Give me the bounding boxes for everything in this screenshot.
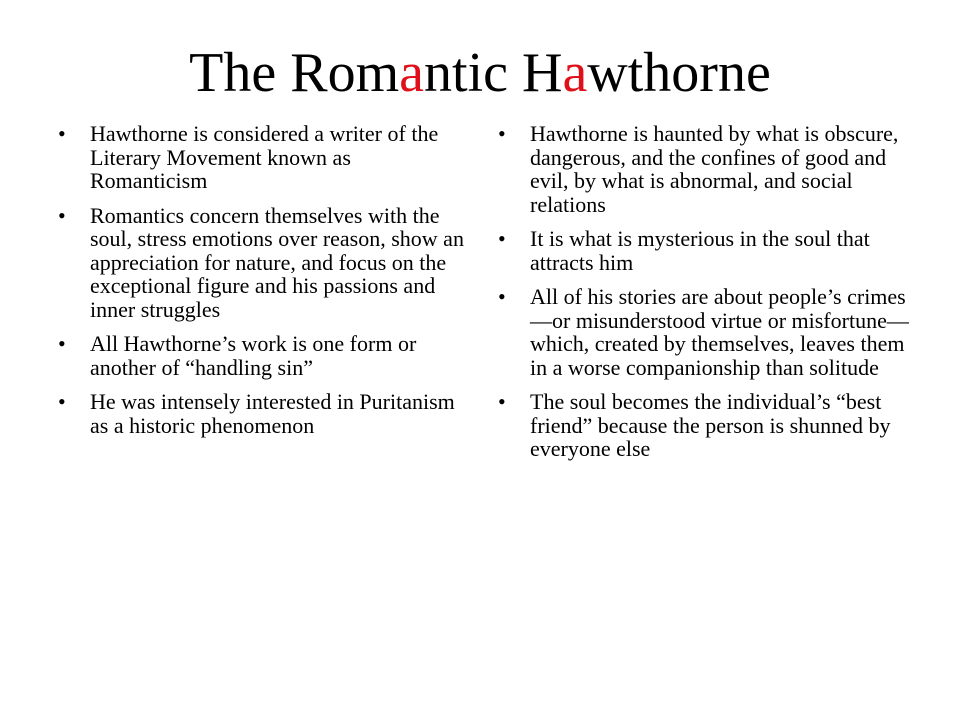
bullet-text: All of his stories are about people’s crimes—or misunderstood virtue or misfortune—which, created by themselves, leaves them in a worse companionship than solitude (530, 284, 909, 380)
bullet-item (58, 332, 468, 379)
title-accent-letter: a (562, 42, 588, 104)
bullet-item (498, 390, 914, 461)
bullet-text: The soul becomes the individual’s “best friend” because the person is shunned by everyone else (530, 389, 891, 461)
bullet-icon: • (498, 226, 506, 251)
bullet-text: Hawthorne is considered a writer of the Literary Movement known as Romanticism (90, 121, 439, 193)
title-part: wthorne (587, 42, 771, 104)
bullet-icon: • (58, 331, 66, 356)
bullet-item (498, 122, 914, 216)
bullet-item (58, 390, 468, 437)
bullet-text: He was intensely interested in Puritanism as a historic phenomenon (90, 389, 455, 438)
bullet-item (58, 204, 468, 322)
bullet-icon: • (498, 389, 506, 414)
bullet-item (58, 122, 468, 193)
bullet-item (498, 285, 914, 379)
right-bullet-list (498, 122, 914, 472)
bullet-icon: • (58, 202, 66, 228)
bullet-icon: • (498, 121, 506, 146)
bullet-text: Romantics concern themselves with the soul, stress emotions over reason, show an appreciation for nature, and focus on the exceptional figure and his passions and inner struggles (90, 202, 464, 322)
left-bullet-list (58, 122, 468, 448)
title-accent-letter: a (399, 42, 425, 104)
slide-title (0, 38, 960, 108)
bullet-icon: • (58, 389, 66, 414)
bullet-text: All Hawthorne’s work is one form or another of “handling sin” (90, 331, 417, 380)
bullet-text: Hawthorne is haunted by what is obscure, dangerous, and the confines of good and evil, by what is abnormal, and social relations (530, 121, 899, 217)
bullet-icon: • (498, 284, 506, 309)
title-part: ntic H (424, 42, 563, 104)
bullet-item (498, 227, 914, 274)
title-part: The Rom (189, 42, 400, 104)
bullet-text: It is what is mysterious in the soul that attracts him (530, 226, 870, 275)
bullet-icon: • (58, 121, 66, 146)
